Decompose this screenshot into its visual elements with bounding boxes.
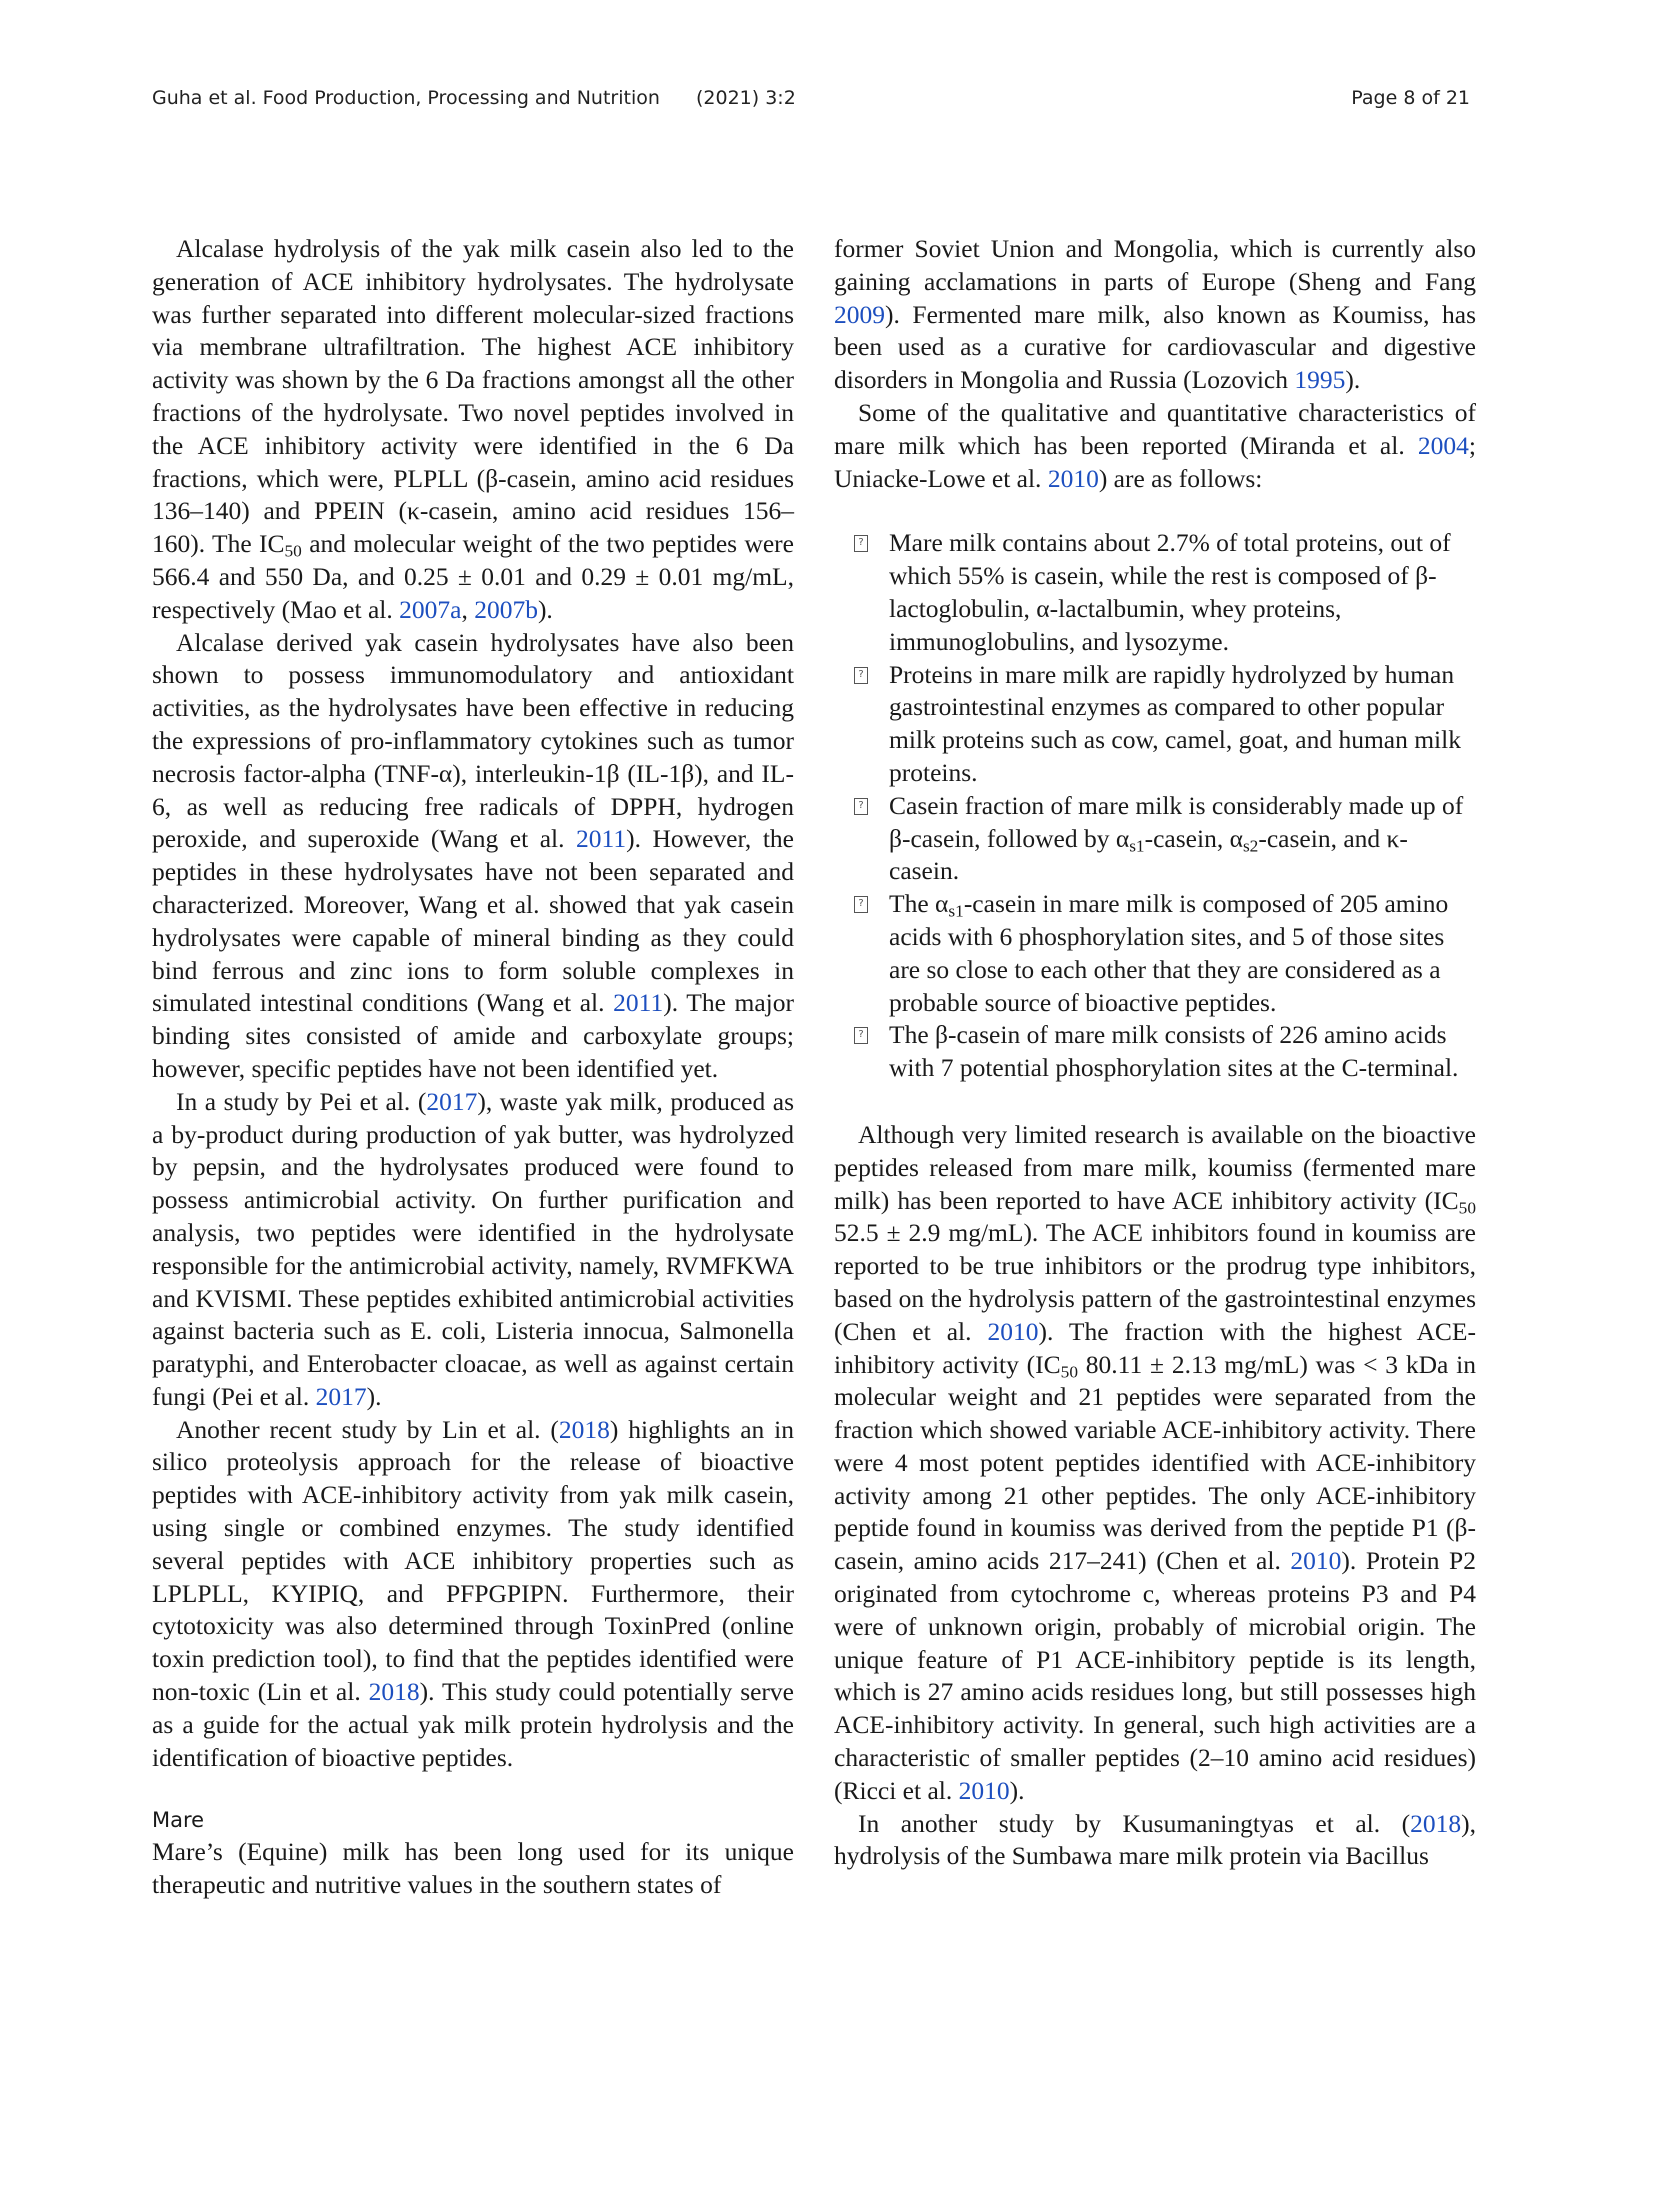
citation-link[interactable]: 2004 <box>1417 430 1469 460</box>
citation-link[interactable]: 1995 <box>1294 365 1346 395</box>
citation-link[interactable]: 2011 <box>613 988 664 1018</box>
list-item: ? The β-casein of mare milk consists of 226 amino acids with 7 potential phosphorylation sites at the C-terminal. <box>834 1019 1476 1085</box>
paragraph-yak-alcalase: Alcalase hydrolysis of the yak milk casein also led to the generation of ACE inhibitory hydrolysates. The hydrolysate was further separated into different molecular-sized fractions via membrane ultrafiltration. The highest ACE inhibitory activity was shown by the 6 Da fractions amongst all the other fractions of the hydrolysate. Two novel peptides involved in the ACE inhibitory activity were identified in the 6 Da fractions, which were, PLPLL (β-casein, amino acid residues 136–140) and PPEIN (κ-casein, amino acid residues 156–160). The $IC_{50}$ and molecular weight of the two peptides were 566.4 and 550 Da, and 0.25 ± 0.01 and 0.29 ± 0.01 mg/mL, respectively (Mao et al. 2007a, 2007b). <box>152 234 794 624</box>
missing-glyph-icon: ? <box>854 896 868 913</box>
right-column <box>834 233 1476 1873</box>
citation-link[interactable]: 2010 <box>1290 1546 1342 1576</box>
citation-link[interactable]: 2017 <box>426 1086 478 1116</box>
section-heading-mare: Mare <box>152 1808 205 1833</box>
citation-link[interactable]: 2018 <box>368 1677 420 1707</box>
paragraph-koumiss-ace: Although very limited research is available on the bioactive peptides released from mare milk, koumiss (fermented mare milk) has been reported to have ACE inhibitory activity ($IC_{50}$ 52.5 ± 2.9 mg/mL). The ACE inhibitors found in koumiss are reported to be true inhibitors or the prodrug type inhibitors, based on the hydrolysis pattern of the gastrointestinal enzymes (Chen et al. 2010). The fraction with the highest ACE-inhibitory activity ($IC_{50}$ 80.11 ± 2.13 mg/mL) was < 3 kDa in molecular weight and 21 peptides were separated from the fraction which showed variable ACE-inhibitory activity. There were 4 most potent peptides identified with ACE-inhibitory activity among 21 other peptides. The only ACE-inhibitory peptide found in koumiss was derived from the peptide P1 (β-casein, amino acids 217–241) (Chen et al. 2010). Protein P2 originated from cytochrome c, whereas proteins P3 and P4 were of unknown origin, probably of microbial origin. The unique feature of P1 ACE-inhibitory peptide is its length, which is 27 amino acids residues long, but still possesses high ACE-inhibitory activity. In general, such high activities are a characteristic of smaller peptides (2–10 amino acid residues) (Ricci et al. 2010). <box>834 1119 1477 1805</box>
citation-link[interactable]: 2018 <box>558 1414 610 1444</box>
journal-citation: Guha et al. Food Production, Processing and Nutrition <box>152 87 660 109</box>
list-item: ? The $\alpha_{s1}$-casein in mare milk is composed of 205 amino acids with 6 phosphorylation sites, and 5 of those sites are so close to each other that they are considered as a probable source of bioactive peptides. <box>834 888 1476 1019</box>
citation-link[interactable]: 2007b <box>474 594 538 624</box>
page-number: Page 8 of 21 <box>1351 87 1470 109</box>
paragraph-yak-antimicrobial: In a study by Pei et al. (2017), waste yak milk, produced as a by-product during production of yak butter, was hydrolyzed by pepsin, and the hydrolysates produced were found to possess antimicrobial activity. On further purification and analysis, two peptides were identified in the hydrolysate responsible for the antimicrobial activity, namely, RVMFKWA and KVISMI. These peptides exhibited antimicrobial activities against bacteria such as E. coli, Listeria innocua, Salmonella paratyphi, and Enterobacter cloacae, as well as against certain fungi (Pei et al. 2017). <box>152 1086 794 1411</box>
paragraph-yak-in-silico: Another recent study by Lin et al. (2018) highlights an in silico proteolysis approach for the release of bioactive peptides with ACE-inhibitory activity from yak milk casein, using single or combined enzymes. The study identified several peptides with ACE inhibitory properties such as LPLPLL, KYIPIQ, and PFPGPIPN. Furthermore, their cytotoxicity was also determined through ToxinPred (online toxin prediction tool), to find that the peptides identified were non-toxic (Lin et al. 2018). This study could potentially serve as a guide for the actual yak milk protein hydrolysis and the identification of bioactive peptides. <box>152 1414 794 1772</box>
paragraph-mare-intro: Mare’s (Equine) milk has been long used for its unique therapeutic and nutritive values in the southern states of <box>152 1837 794 1900</box>
missing-glyph-icon: ? <box>854 798 868 815</box>
citation-link[interactable]: 2009 <box>834 299 885 329</box>
citation-link[interactable]: 2010 <box>1047 463 1099 493</box>
missing-glyph-icon: ? <box>854 535 868 552</box>
year-volume: (2021) 3:2 <box>696 87 796 109</box>
characteristics-list <box>834 527 1476 1085</box>
citation-link[interactable]: 2011 <box>576 824 627 854</box>
running-head <box>0 87 1653 117</box>
paragraph-mare-history: former Soviet Union and Mongolia, which is currently also gaining acclamations in parts of Europe (Sheng and Fang 2009). Fermented mare milk, also known as Koumiss, has been used as a curative for cardiovascular and digestive disorders in Mongolia and Russia (Lozovich 1995). <box>834 234 1476 395</box>
list-item: ? Casein fraction of mare milk is considerably made up of β-casein, followed by $\alpha_{s1}$-casein, $\alpha_{s2}$-casein, and κ-casein. <box>834 790 1476 888</box>
missing-glyph-icon: ? <box>854 667 868 684</box>
citation-link[interactable]: 2017 <box>315 1381 367 1411</box>
list-item: ? Proteins in mare milk are rapidly hydrolyzed by human gastrointestinal enzymes as compared to other popular milk proteins such as cow, camel, goat, and human milk proteins. <box>834 659 1476 790</box>
citation-link[interactable]: 2010 <box>987 1316 1039 1346</box>
paragraph-yak-immunomodulatory: Alcalase derived yak casein hydrolysates have also been shown to possess immunomodulatory and antioxidant activities, as the hydrolysates have been effective in reducing the expressions of pro-inflammatory cytokines such as tumor necrosis factor-alpha (TNF-α), interleukin-1β (IL-1β), and IL-6, as well as reducing free radicals of DPPH, hydrogen peroxide, and superoxide (Wang et al. 2011). However, the peptides in these hydrolysates have not been separated and characterized. Moreover, Wang et al. showed that yak casein hydrolysates were capable of mineral binding as they could bind ferrous and zinc ions to form soluble complexes in simulated intestinal conditions (Wang et al. 2011). The major binding sites consisted of amide and carboxylate groups; however, specific peptides have not been identified yet. <box>152 627 794 1083</box>
citation-link[interactable]: 2010 <box>958 1775 1010 1805</box>
list-item: ? Mare milk contains about 2.7% of total proteins, out of which 55% is casein, while the rest is composed of β-lactoglobulin, α-lactalbumin, whey proteins, immunoglobulins, and lysozyme. <box>834 527 1476 658</box>
paragraph-mare-characteristics: Some of the qualitative and quantitative characteristics of mare milk which has been reported (Miranda et al. 2004; Uniacke-Lowe et al. 2010) are as follows: <box>834 397 1476 493</box>
citation-link[interactable]: 2007a <box>399 594 462 624</box>
citation-link[interactable]: 2018 <box>1410 1808 1462 1838</box>
paragraph-sumbawa-mare: In another study by Kusumaningtyas et al. (2018), hydrolysis of the Sumbawa mare milk protein via Bacillus <box>834 1808 1476 1871</box>
missing-glyph-icon: ? <box>854 1027 868 1044</box>
left-column <box>152 233 794 1902</box>
